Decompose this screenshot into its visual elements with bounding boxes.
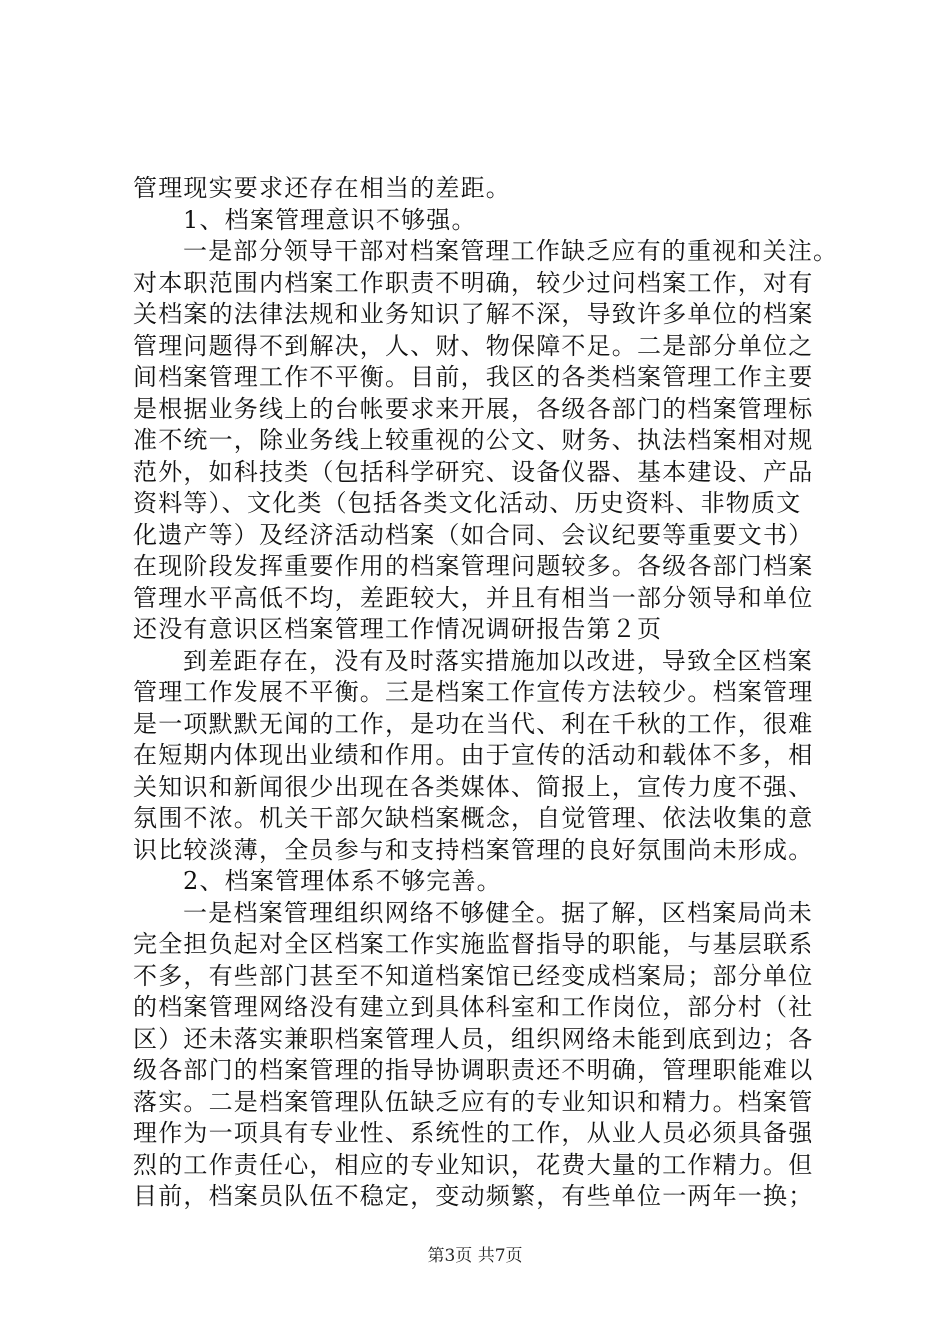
text-line: 是根据业务线上的台帐要求来开展，各级各部门的档案管理标 xyxy=(133,395,814,423)
text-line: 准不统一，除业务线上较重视的公文、财务、执法档案相对规 xyxy=(133,426,814,454)
text-line: 管理工作发展不平衡。三是档案工作宣传方法较少。档案管理 xyxy=(133,678,814,706)
text-line: 一是部分领导干部对档案管理工作缺乏应有的重视和关注。 xyxy=(183,237,839,265)
text-line: 管理现实要求还存在相当的差距。 xyxy=(133,174,511,202)
text-line: 的档案管理网络没有建立到具体科室和工作岗位，部分村（社 xyxy=(133,993,814,1021)
text-line: 区）还未落实兼职档案管理人员，组织网络未能到底到边；各 xyxy=(133,1025,814,1053)
text-line: 还没有意识区档案管理工作情况调研报告第２页 xyxy=(133,615,663,643)
text-line: 不多，有些部门甚至不知道档案馆已经变成档案局；部分单位 xyxy=(133,962,814,990)
text-line: 资料等）、文化类（包括各类文化活动、历史资料、非物质文 xyxy=(133,489,802,517)
text-line: 到差距存在，没有及时落实措施加以改进，导致全区档案 xyxy=(183,647,813,675)
section-heading: 2、档案管理体系不够完善。 xyxy=(183,867,502,895)
text-line: 目前，档案员队伍不稳定，变动频繁，有些单位一两年一换； xyxy=(133,1182,814,1210)
text-line: 间档案管理工作不平衡。目前，我区的各类档案管理工作主要 xyxy=(133,363,814,391)
text-line: 理作为一项具有专业性、系统性的工作，从业人员必须具备强 xyxy=(133,1119,814,1147)
text-line: 级各部门的档案管理的指导协调职责还不明确，管理职能难以 xyxy=(133,1056,814,1084)
text-line: 化遗产等）及经济活动档案（如合同、会议纪要等重要文书） xyxy=(133,521,814,549)
text-line: 落实。二是档案管理队伍缺乏应有的专业知识和精力。档案管 xyxy=(133,1088,814,1116)
section-heading: 1、档案管理意识不够强。 xyxy=(183,206,477,234)
text-line: 是一项默默无闻的工作，是功在当代、利在千秋的工作，很难 xyxy=(133,710,814,738)
text-line: 关知识和新闻很少出现在各类媒体、简报上，宣传力度不强、 xyxy=(133,773,814,801)
text-line: 烈的工作责任心，相应的专业知识，花费大量的工作精力。但 xyxy=(133,1151,814,1179)
text-line: 范外，如科技类（包括科学研究、设备仪器、基本建设、产品 xyxy=(133,458,814,486)
text-line: 识比较淡薄，全员参与和支持档案管理的良好氛围尚未形成。 xyxy=(133,836,814,864)
text-line: 对本职范围内档案工作职责不明确，较少过问档案工作，对有 xyxy=(133,269,814,297)
text-line: 一是档案管理组织网络不够健全。据了解，区档案局尚未 xyxy=(183,899,813,927)
text-line: 在短期内体现出业绩和作用。由于宣传的活动和载体不多，相 xyxy=(133,741,814,769)
text-line: 管理问题得不到解决，人、财、物保障不足。二是部分单位之 xyxy=(133,332,814,360)
text-line: 管理水平高低不均，差距较大，并且有相当一部分领导和单位 xyxy=(133,584,814,612)
text-line: 氛围不浓。机关干部欠缺档案概念，自觉管理、依法收集的意 xyxy=(133,804,814,832)
page-number-footer: 第3页 共7页 xyxy=(427,1246,523,1266)
text-line: 完全担负起对全区档案工作实施监督指导的职能，与基层联系 xyxy=(133,930,814,958)
text-line: 关档案的法律法规和业务知识了解不深，导致许多单位的档案 xyxy=(133,300,814,328)
text-line: 在现阶段发挥重要作用的档案管理问题较多。各级各部门档案 xyxy=(133,552,814,580)
